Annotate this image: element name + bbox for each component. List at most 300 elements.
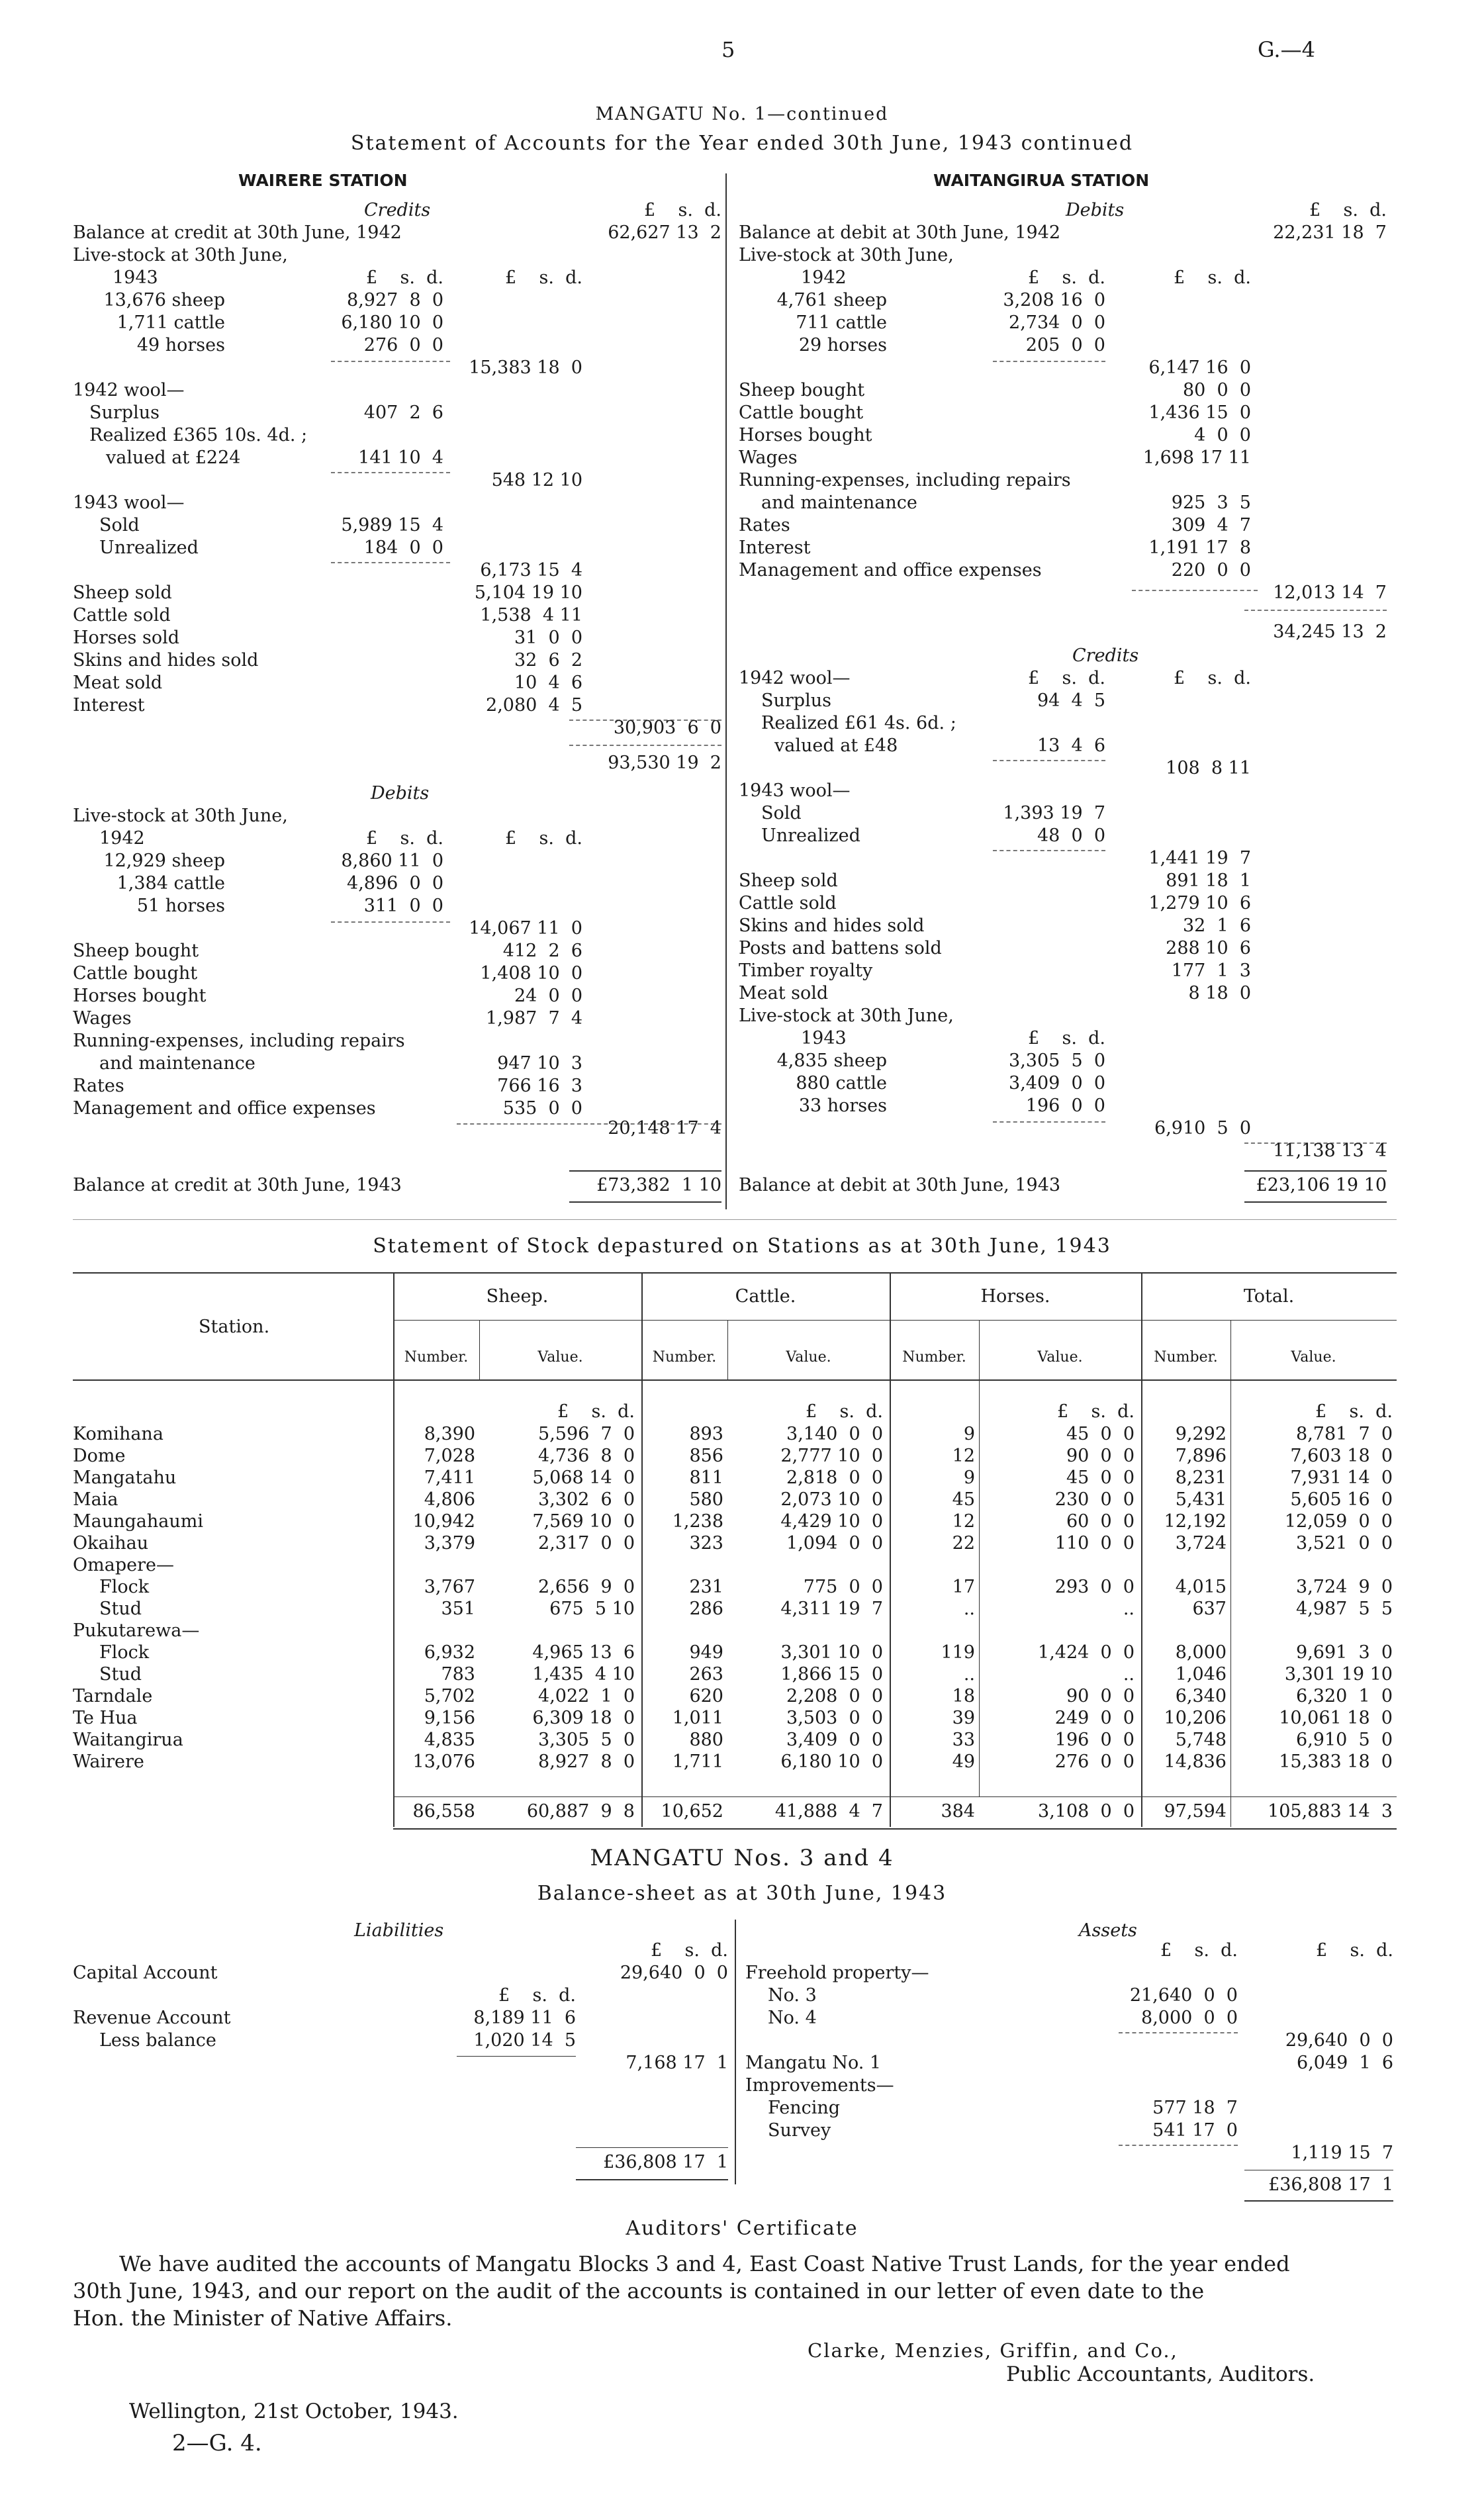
table-cell: 8,231 bbox=[1175, 1467, 1227, 1488]
list-item: Management and office expenses bbox=[73, 1098, 376, 1119]
capital-label: Capital Account bbox=[73, 1963, 218, 1983]
table-cell: 276 0 0 bbox=[1054, 1751, 1135, 1772]
table-cell: 323 bbox=[689, 1533, 723, 1554]
waitangirua-livestock-col2: £ s. d. bbox=[1174, 267, 1251, 288]
waitangirua-wool1942-label: 1942 wool— bbox=[739, 668, 851, 688]
rule bbox=[993, 850, 1105, 851]
wairere-debits-total: 20,148 17 4 bbox=[608, 1118, 721, 1139]
rule bbox=[993, 1121, 1105, 1123]
rule bbox=[576, 2179, 728, 2180]
table-cell: 5,068 14 0 bbox=[532, 1467, 635, 1488]
rule bbox=[457, 2056, 576, 2057]
list-item: Posts and battens sold bbox=[739, 938, 942, 958]
stock-subhead: Value. bbox=[1037, 1349, 1083, 1366]
table-cell: 811 bbox=[689, 1467, 723, 1488]
list-item: Skins and hides sold bbox=[739, 915, 925, 936]
table-row-station: Te Hua bbox=[73, 1708, 138, 1728]
table-cell: 5,605 16 0 bbox=[1290, 1489, 1393, 1510]
list-item: Wages bbox=[73, 1008, 132, 1029]
waitangirua-credit-livestock-total: 6,910 5 0 bbox=[1154, 1118, 1251, 1139]
table-cell: 4,015 bbox=[1175, 1577, 1227, 1597]
list-item: Survey bbox=[768, 2120, 831, 2141]
table-cell: 8,927 8 0 bbox=[538, 1751, 635, 1772]
rule bbox=[993, 760, 1105, 761]
stock-subhead: Number. bbox=[1154, 1349, 1218, 1366]
table-cell: 17 bbox=[952, 1577, 975, 1597]
table-cell: 7,896 bbox=[1175, 1446, 1227, 1466]
list-value: 1,393 19 7 bbox=[1003, 803, 1105, 823]
table-cell: 4,987 5 5 bbox=[1296, 1599, 1393, 1619]
table-row-station: Flock bbox=[99, 1642, 150, 1663]
waitangirua-wool1943-total: 1,441 19 7 bbox=[1148, 848, 1251, 868]
table-row-station: Okaihau bbox=[73, 1533, 149, 1554]
table-row-station: Dome bbox=[73, 1446, 126, 1466]
table-col-line bbox=[479, 1320, 480, 1379]
list-item: Sold bbox=[761, 803, 802, 823]
table-cell: 3,301 10 0 bbox=[780, 1642, 883, 1663]
table-cell: 1,866 15 0 bbox=[780, 1664, 883, 1685]
table-cell: 3,302 6 0 bbox=[538, 1489, 635, 1510]
wairere-debit-livestock-total: 14,067 11 0 bbox=[469, 918, 582, 939]
table-row-station: Pukutarewa— bbox=[73, 1620, 200, 1641]
list-item: 4,761 sheep bbox=[776, 290, 887, 310]
waitangirua-opening-label: Balance at debit at 30th June, 1942 bbox=[739, 222, 1061, 243]
auditors-heading: Auditors' Certificate bbox=[626, 2217, 858, 2240]
table-cell: 12 bbox=[952, 1511, 975, 1532]
list-item: Timber royalty bbox=[739, 960, 873, 981]
list-item: Sold bbox=[99, 515, 140, 535]
list-item: 1,711 cattle bbox=[116, 312, 225, 333]
list-item: Surplus bbox=[761, 690, 831, 711]
table-row-station: Tarndale bbox=[73, 1686, 153, 1706]
table-row-station: Maia bbox=[73, 1489, 118, 1510]
rule bbox=[1132, 590, 1258, 591]
rule bbox=[1119, 2032, 1238, 2033]
table-cell: 783 bbox=[441, 1664, 475, 1685]
table-cell: 6,910 5 0 bbox=[1296, 1730, 1393, 1750]
list-value: 220 0 0 bbox=[1171, 560, 1251, 581]
table-cell: 49 bbox=[952, 1751, 975, 1772]
waitangirua-livestock-label: Live-stock at 30th June, bbox=[739, 245, 954, 265]
list-item: No. 4 bbox=[768, 2008, 817, 2028]
table-cell: 4,311 19 7 bbox=[780, 1599, 883, 1619]
list-value: 3,305 5 0 bbox=[1009, 1050, 1105, 1071]
list-value: 5,989 15 4 bbox=[341, 515, 443, 535]
list-value: 2,080 4 5 bbox=[486, 695, 582, 716]
table-cell: 90 0 0 bbox=[1066, 1686, 1135, 1706]
balance-title: MANGATU Nos. 3 and 4 bbox=[590, 1845, 894, 1871]
stock-total-value: 105,883 14 3 bbox=[1268, 1801, 1393, 1822]
table-cell: 90 0 0 bbox=[1066, 1446, 1135, 1466]
table-cell: 620 bbox=[689, 1686, 723, 1706]
list-item: Realized £365 10s. 4d. ; bbox=[89, 425, 308, 445]
table-cell: 22 bbox=[952, 1533, 975, 1554]
table-cell: 9,292 bbox=[1175, 1424, 1227, 1444]
table-cell: 6,932 bbox=[424, 1642, 475, 1663]
table-total-rule bbox=[393, 1796, 1397, 1797]
table-row-station: Omapere— bbox=[73, 1555, 174, 1575]
list-item: Cattle sold bbox=[73, 605, 171, 626]
list-item: Rates bbox=[73, 1076, 124, 1096]
list-item: and maintenance bbox=[99, 1053, 255, 1074]
table-cell: 1,711 bbox=[672, 1751, 723, 1772]
stock-total-cattle-value: 41,888 4 7 bbox=[774, 1801, 883, 1822]
list-item: Horses bought bbox=[739, 425, 872, 445]
wairere-opening-value: 62,627 13 2 bbox=[608, 222, 721, 243]
list-item: Surplus bbox=[89, 402, 160, 423]
list-value: 80 0 0 bbox=[1182, 380, 1251, 400]
page-number: 5 bbox=[721, 37, 735, 62]
list-value: 8 18 0 bbox=[1188, 983, 1251, 1003]
table-top-rule bbox=[73, 1272, 1397, 1274]
table-cell: 1,238 bbox=[672, 1511, 723, 1532]
list-item: Realized £61 4s. 6d. ; bbox=[761, 713, 956, 733]
list-item: 880 cattle bbox=[796, 1073, 887, 1094]
table-cell: 231 bbox=[689, 1577, 723, 1597]
wairere-wool1943-total: 6,173 15 4 bbox=[480, 560, 582, 581]
stock-header-station: Station. bbox=[199, 1317, 270, 1337]
list-value: 141 10 4 bbox=[358, 447, 443, 468]
rule bbox=[993, 361, 1105, 362]
table-cell: 45 bbox=[952, 1489, 975, 1510]
table-cell: 7,411 bbox=[424, 1467, 475, 1488]
auditors-role: Public Accountants, Auditors. bbox=[1006, 2362, 1315, 2386]
rule bbox=[569, 745, 721, 746]
assets-col-head: £ s. d. bbox=[1160, 1940, 1238, 1961]
waitangirua-livestock-year: 1942 bbox=[801, 267, 847, 288]
table-cell: 2,208 0 0 bbox=[786, 1686, 883, 1706]
table-cell: 880 bbox=[689, 1730, 723, 1750]
table-cell: 119 bbox=[941, 1642, 975, 1663]
list-value: 31 0 0 bbox=[514, 628, 582, 648]
list-value: 407 2 6 bbox=[363, 402, 443, 423]
wairere-livestock-subcol: £ s. d. bbox=[505, 267, 582, 288]
wairere-heading: WAIRERE STATION bbox=[238, 171, 408, 190]
table-cell: 13,076 bbox=[412, 1751, 475, 1772]
table-cell: 9,156 bbox=[424, 1708, 475, 1728]
document-code: G.—4 bbox=[1258, 37, 1315, 62]
list-item: Cattle bought bbox=[73, 963, 198, 984]
table-row-station: Stud bbox=[99, 1599, 142, 1619]
wairere-credits-heading: Credits bbox=[364, 200, 431, 220]
waitangirua-closing-value: £23,106 19 10 bbox=[1256, 1175, 1387, 1195]
list-item: Running-expenses, including repairs bbox=[739, 470, 1071, 490]
waitangirua-debits-heading: Debits bbox=[1066, 200, 1125, 220]
list-value: 309 4 7 bbox=[1171, 515, 1251, 535]
list-value: 24 0 0 bbox=[514, 986, 582, 1006]
rule bbox=[576, 2147, 728, 2148]
waitangirua-col-head: £ s. d. bbox=[1309, 200, 1387, 220]
table-cell: 7,931 14 0 bbox=[1290, 1467, 1393, 1488]
waitangirua-credit-livestock-year: 1943 bbox=[801, 1028, 847, 1048]
table-cell: 5,748 bbox=[1175, 1730, 1227, 1750]
table-cell: 12 bbox=[952, 1446, 975, 1466]
improvements-label: Improvements— bbox=[745, 2075, 894, 2096]
table-cell: 3,767 bbox=[424, 1577, 475, 1597]
list-item: valued at £224 bbox=[106, 447, 241, 468]
table-cell: 33 bbox=[952, 1730, 975, 1750]
table-cell: 45 0 0 bbox=[1066, 1424, 1135, 1444]
table-cell: 2,777 10 0 bbox=[780, 1446, 883, 1466]
table-cell: 7,028 bbox=[424, 1446, 475, 1466]
stock-total-sheep-number: 86,558 bbox=[412, 1801, 475, 1822]
list-value: 10 4 6 bbox=[514, 673, 582, 693]
table-cell: 9 bbox=[963, 1467, 975, 1488]
table-cell: 4,429 10 0 bbox=[780, 1511, 883, 1532]
table-cell: 3,379 bbox=[424, 1533, 475, 1554]
list-item: Unrealized bbox=[761, 825, 860, 846]
list-item: Management and office expenses bbox=[739, 560, 1042, 581]
table-cell: 9 bbox=[963, 1424, 975, 1444]
table-cell: 1,435 4 10 bbox=[532, 1664, 635, 1685]
table-cell: .. bbox=[1123, 1664, 1135, 1685]
table-cell: 1,046 bbox=[1175, 1664, 1227, 1685]
list-value: 276 0 0 bbox=[363, 335, 443, 355]
list-value: 13 4 6 bbox=[1037, 735, 1105, 756]
auditors-firm: Clarke, Menzies, Griffin, and Co., bbox=[808, 2339, 1178, 2362]
wairere-credits-subtotal: 30,903 6 0 bbox=[613, 718, 721, 738]
list-value: 32 6 2 bbox=[514, 650, 582, 671]
list-item: Rates bbox=[739, 515, 790, 535]
wairere-wool1943-label: 1943 wool— bbox=[73, 492, 185, 513]
list-value: 1,698 17 11 bbox=[1142, 447, 1251, 468]
waitangirua-credit-col2: £ s. d. bbox=[1174, 668, 1251, 688]
table-cell: 3,724 9 0 bbox=[1296, 1577, 1393, 1597]
section-rule bbox=[73, 1219, 1397, 1220]
waitangirua-credit-livestock-col: £ s. d. bbox=[1028, 1028, 1105, 1048]
stock-total-cattle-number: 10,652 bbox=[661, 1801, 723, 1822]
list-item: 33 horses bbox=[798, 1095, 887, 1116]
table-cell: 3,305 5 0 bbox=[538, 1730, 635, 1750]
list-value: 891 18 1 bbox=[1166, 870, 1251, 891]
list-item: 49 horses bbox=[136, 335, 225, 355]
rule bbox=[1244, 2200, 1393, 2202]
table-cell: 10,206 bbox=[1164, 1708, 1227, 1728]
assets-heading: Assets bbox=[1079, 1920, 1137, 1941]
stock-units: £ s. d. bbox=[1057, 1401, 1135, 1422]
list-value: 766 16 3 bbox=[497, 1076, 582, 1096]
table-cell: 4,022 1 0 bbox=[538, 1686, 635, 1706]
waitangirua-credit-livestock-label: Live-stock at 30th June, bbox=[739, 1005, 954, 1026]
stock-subhead: Number. bbox=[902, 1349, 966, 1366]
list-item: Running-expenses, including repairs bbox=[73, 1031, 405, 1051]
list-value: 535 0 0 bbox=[502, 1098, 582, 1119]
table-cell: 3,503 0 0 bbox=[786, 1708, 883, 1728]
capital-value: 29,640 0 0 bbox=[620, 1963, 728, 1983]
list-value: 2,734 0 0 bbox=[1009, 312, 1105, 333]
table-row-station: Komihana bbox=[73, 1424, 163, 1444]
auditors-line-2: 30th June, 1943, and our report on the audit of the accounts is contained in our letter of even date to the bbox=[73, 2278, 1205, 2304]
stock-total-horses-value: 3,108 0 0 bbox=[1038, 1801, 1135, 1822]
table-cell: 3,724 bbox=[1175, 1533, 1227, 1554]
list-item: Sheep sold bbox=[73, 582, 172, 603]
waitangirua-debits-total: 34,245 13 2 bbox=[1273, 622, 1387, 642]
table-col-line bbox=[727, 1320, 728, 1379]
list-value: 4,896 0 0 bbox=[347, 873, 443, 894]
wairere-debit-livestock-year: 1942 bbox=[99, 828, 145, 849]
balance-subtitle: Balance-sheet as at 30th June, 1943 bbox=[537, 1882, 947, 1905]
mangatu-value: 6,049 1 6 bbox=[1297, 2053, 1393, 2073]
table-row-station: Maungahaumi bbox=[73, 1511, 204, 1532]
table-cell: 2,818 0 0 bbox=[786, 1467, 883, 1488]
table-cell: 196 0 0 bbox=[1054, 1730, 1135, 1750]
list-item: 51 horses bbox=[136, 896, 225, 916]
wairere-livestock-year: 1943 bbox=[113, 267, 158, 288]
stock-units: £ s. d. bbox=[1315, 1401, 1393, 1422]
table-cell: 6,320 1 0 bbox=[1296, 1686, 1393, 1706]
table-header-rule bbox=[73, 1379, 1397, 1381]
list-value: 48 0 0 bbox=[1037, 825, 1105, 846]
wairere-credits-total: 93,530 19 2 bbox=[608, 753, 721, 773]
table-cell: 4,965 13 6 bbox=[532, 1642, 635, 1663]
table-cell: 1,424 0 0 bbox=[1038, 1642, 1135, 1663]
liabilities-total: £36,808 17 1 bbox=[603, 2152, 728, 2172]
table-cell: 6,180 10 0 bbox=[780, 1751, 883, 1772]
table-row-station: Wairere bbox=[73, 1751, 144, 1772]
stock-total-number: 97,594 bbox=[1164, 1801, 1227, 1822]
list-value: 8,860 11 0 bbox=[341, 851, 443, 871]
list-value: 1,191 17 8 bbox=[1148, 537, 1251, 558]
stock-units: £ s. d. bbox=[806, 1401, 883, 1422]
waitangirua-livestock-total: 6,147 16 0 bbox=[1148, 357, 1251, 378]
list-item: Cattle sold bbox=[739, 893, 837, 913]
table-cell: 230 0 0 bbox=[1054, 1489, 1135, 1510]
rule bbox=[569, 1201, 721, 1203]
table-cell: 2,317 0 0 bbox=[538, 1533, 635, 1554]
list-item: Sheep sold bbox=[739, 870, 838, 891]
list-value: 21,640 0 0 bbox=[1129, 1985, 1238, 2006]
waitangirua-closing-label: Balance at debit at 30th June, 1943 bbox=[739, 1175, 1061, 1195]
column-divider bbox=[725, 173, 727, 1209]
list-value: 184 0 0 bbox=[363, 537, 443, 558]
list-item: 12,929 sheep bbox=[103, 851, 225, 871]
wairere-debits-heading: Debits bbox=[371, 783, 430, 804]
wairere-closing-label: Balance at credit at 30th June, 1943 bbox=[73, 1175, 402, 1195]
wairere-opening-label: Balance at credit at 30th June, 1942 bbox=[73, 222, 402, 243]
stock-units: £ s. d. bbox=[557, 1401, 635, 1422]
table-cell: 8,390 bbox=[424, 1424, 475, 1444]
stock-subhead: Number. bbox=[404, 1349, 469, 1366]
list-item: Interest bbox=[73, 695, 145, 716]
table-cell: 7,569 10 0 bbox=[532, 1511, 635, 1532]
wairere-wool1942-total: 548 12 10 bbox=[491, 470, 582, 490]
list-value: 1,538 4 11 bbox=[480, 605, 582, 626]
table-cell: 293 0 0 bbox=[1054, 1577, 1135, 1597]
table-cell: 949 bbox=[689, 1642, 723, 1663]
balance-divider bbox=[735, 1920, 736, 2184]
list-item: 1,384 cattle bbox=[116, 873, 225, 894]
table-cell: 263 bbox=[689, 1664, 723, 1685]
stock-total-horses-number: 384 bbox=[941, 1801, 975, 1822]
table-cell: 2,656 9 0 bbox=[538, 1577, 635, 1597]
table-cell: 12,059 0 0 bbox=[1284, 1511, 1393, 1532]
table-row-station: Mangatahu bbox=[73, 1467, 177, 1488]
table-cell: 9,691 3 0 bbox=[1296, 1642, 1393, 1663]
list-item: Sheep bought bbox=[739, 380, 865, 400]
list-value: 6,180 10 0 bbox=[341, 312, 443, 333]
liabilities-sub-col: £ s. d. bbox=[498, 1985, 576, 2006]
table-bottom-rule bbox=[393, 1828, 1397, 1830]
rule bbox=[1244, 1170, 1387, 1172]
table-cell: 7,603 18 0 bbox=[1290, 1446, 1393, 1466]
table-cell: 60 0 0 bbox=[1066, 1511, 1135, 1532]
waitangirua-opening-value: 22,231 18 7 bbox=[1273, 222, 1387, 243]
table-cell: 893 bbox=[689, 1424, 723, 1444]
wairere-livestock-col: £ s. d. bbox=[366, 267, 443, 288]
mangatu-label: Mangatu No. 1 bbox=[745, 2053, 882, 2073]
table-cell: 3,409 0 0 bbox=[786, 1730, 883, 1750]
wairere-col-head: £ s. d. bbox=[644, 200, 721, 220]
list-value: 311 0 0 bbox=[363, 896, 443, 916]
table-cell: 3,301 19 10 bbox=[1284, 1664, 1393, 1685]
table-cell: .. bbox=[963, 1664, 975, 1685]
stock-subhead: Value. bbox=[1291, 1349, 1336, 1366]
table-cell: 6,309 18 0 bbox=[532, 1708, 635, 1728]
wairere-livestock-label: Live-stock at 30th June, bbox=[73, 245, 288, 265]
table-cell: 1,011 bbox=[672, 1708, 723, 1728]
list-value: 288 10 6 bbox=[1166, 938, 1251, 958]
table-cell: 351 bbox=[441, 1599, 475, 1619]
revenue-net: 7,168 17 1 bbox=[626, 2053, 728, 2073]
table-cell: 675 5 10 bbox=[549, 1599, 635, 1619]
wairere-closing-value: £73,382 1 10 bbox=[596, 1175, 721, 1195]
table-row-station: Flock bbox=[99, 1577, 150, 1597]
rule bbox=[393, 1320, 1397, 1321]
table-cell: 4,736 8 0 bbox=[538, 1446, 635, 1466]
waitangirua-heading: WAITANGIRUA STATION bbox=[933, 171, 1150, 190]
table-cell: 3,521 0 0 bbox=[1296, 1533, 1393, 1554]
table-cell: 856 bbox=[689, 1446, 723, 1466]
wairere-debit-col: £ s. d. bbox=[366, 828, 443, 849]
list-item: 711 cattle bbox=[796, 312, 887, 333]
revenue-value: 8,189 11 6 bbox=[473, 2008, 576, 2028]
table-cell: 4,835 bbox=[424, 1730, 475, 1750]
table-cell: 10,942 bbox=[412, 1511, 475, 1532]
list-value: 32 1 6 bbox=[1182, 915, 1251, 936]
list-item: Fencing bbox=[768, 2098, 841, 2118]
rule bbox=[569, 1170, 721, 1172]
rule bbox=[1244, 1201, 1387, 1203]
stock-title: Statement of Stock depastured on Stations as at 30th June, 1943 bbox=[373, 1234, 1111, 1258]
list-item: Unrealized bbox=[99, 537, 199, 558]
stock-header-total: Total. bbox=[1243, 1286, 1295, 1307]
list-item: and maintenance bbox=[761, 492, 917, 513]
table-cell: 5,596 7 0 bbox=[538, 1424, 635, 1444]
place-date: Wellington, 21st October, 1943. bbox=[129, 2399, 459, 2423]
table-cell: 775 0 0 bbox=[803, 1577, 883, 1597]
list-value: 8,927 8 0 bbox=[347, 290, 443, 310]
table-cell: 14,836 bbox=[1164, 1751, 1227, 1772]
freehold-label: Freehold property— bbox=[745, 1963, 929, 1983]
table-cell: 3,140 0 0 bbox=[786, 1424, 883, 1444]
signature-code: 2—G. 4. bbox=[172, 2430, 262, 2456]
table-row-station: Stud bbox=[99, 1664, 142, 1685]
section-title: MANGATU No. 1—continued bbox=[595, 104, 889, 124]
table-cell: 1,094 0 0 bbox=[786, 1533, 883, 1554]
rule bbox=[1244, 610, 1387, 611]
table-row-station: Waitangirua bbox=[73, 1730, 183, 1750]
table-cell: 12,192 bbox=[1164, 1511, 1227, 1532]
waitangirua-debits-subtotal: 12,013 14 7 bbox=[1273, 582, 1387, 603]
list-value: 412 2 6 bbox=[502, 941, 582, 961]
less-balance-value: 1,020 14 5 bbox=[473, 2030, 576, 2051]
less-balance-label: Less balance bbox=[99, 2030, 216, 2051]
table-cell: 8,781 7 0 bbox=[1296, 1424, 1393, 1444]
list-item: 13,676 sheep bbox=[103, 290, 225, 310]
assets-total: £36,808 17 1 bbox=[1268, 2174, 1393, 2195]
list-value: 577 18 7 bbox=[1152, 2098, 1238, 2118]
list-item: Horses bought bbox=[73, 986, 207, 1006]
